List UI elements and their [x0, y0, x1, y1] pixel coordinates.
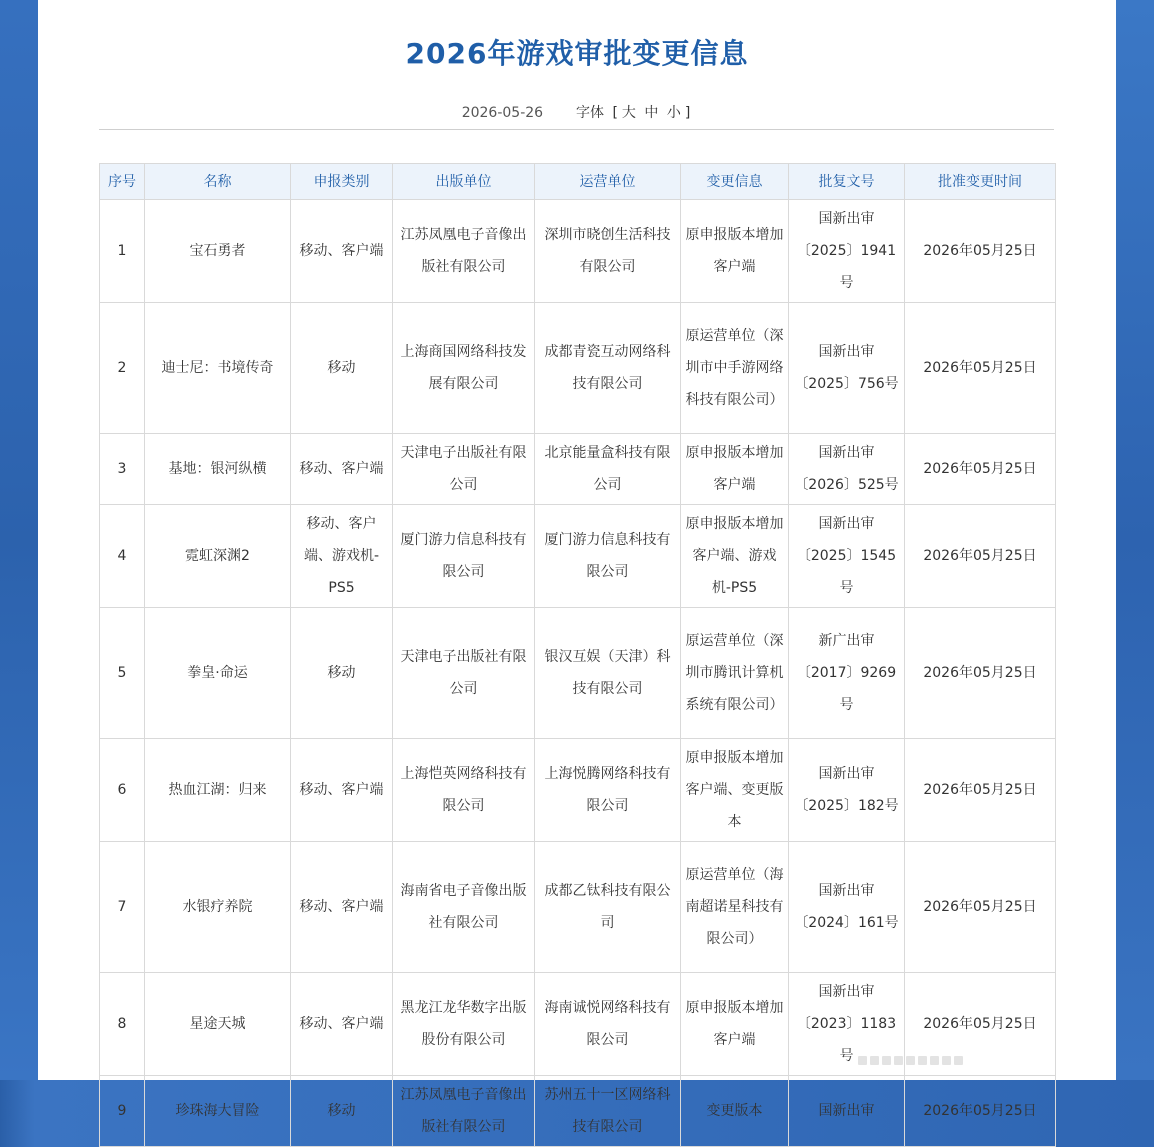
cell-change-info: 变更版本 — [681, 1076, 789, 1147]
table-row — [100, 842, 1056, 973]
cell-name: 热血江湖：归来 — [145, 739, 291, 842]
watermark-dots — [858, 1056, 963, 1070]
font-size-switcher — [574, 105, 692, 121]
font-size-small-link[interactable]: 小 — [666, 105, 681, 121]
cell-approval-number: 国新出审〔2025〕756号 — [789, 303, 905, 434]
page-title: 2026年游戏审批变更信息 — [405, 37, 749, 70]
cell-category: 移动、客户端 — [291, 973, 393, 1076]
cell-change-info: 原申报版本增加客户端 — [681, 200, 789, 303]
cell-operator: 成都青瓷互动网络科技有限公司 — [535, 303, 681, 434]
column-header-change-info: 变更信息 — [681, 164, 789, 200]
cell-name: 迪士尼：书境传奇 — [145, 303, 291, 434]
cell-publisher: 厦门游力信息科技有限公司 — [393, 505, 535, 608]
cell-publisher: 天津电子出版社有限公司 — [393, 434, 535, 505]
cell-operator: 银汉互娱（天津）科技有限公司 — [535, 608, 681, 739]
cell-change-info: 原运营单位（深圳市腾讯计算机系统有限公司） — [681, 608, 789, 739]
cell-category: 移动、客户端、游戏机-PS5 — [291, 505, 393, 608]
cell-operator: 海南诚悦网络科技有限公司 — [535, 973, 681, 1076]
cell-index: 2 — [100, 303, 145, 434]
cell-approval-number: 国新出审〔2025〕182号 — [789, 739, 905, 842]
approval-change-table — [99, 163, 1056, 1147]
cell-publisher: 上海商国网络科技发展有限公司 — [393, 303, 535, 434]
cell-change-info: 原运营单位（深圳市中手游网络科技有限公司） — [681, 303, 789, 434]
cell-approval-time: 2026年05月25日 — [905, 200, 1056, 303]
cell-category: 移动、客户端 — [291, 434, 393, 505]
cell-index: 9 — [100, 1076, 145, 1147]
cell-publisher: 黑龙江龙华数字出版股份有限公司 — [393, 973, 535, 1076]
cell-operator: 厦门游力信息科技有限公司 — [535, 505, 681, 608]
cell-name: 宝石勇者 — [145, 200, 291, 303]
cell-approval-time: 2026年05月25日 — [905, 608, 1056, 739]
cell-name: 基地：银河纵横 — [145, 434, 291, 505]
cell-approval-number: 国新出审〔2024〕161号 — [789, 842, 905, 973]
cell-approval-number: 国新出审〔2023〕1183号 — [789, 973, 905, 1076]
cell-approval-time: 2026年05月25日 — [905, 973, 1056, 1076]
column-header-index: 序号 — [100, 164, 145, 200]
cell-name: 珍珠海大冒险 — [145, 1076, 291, 1147]
column-header-approval-number: 批复文号 — [789, 164, 905, 200]
cell-approval-time: 2026年05月25日 — [905, 1076, 1056, 1147]
cell-publisher: 天津电子出版社有限公司 — [393, 608, 535, 739]
cell-index: 4 — [100, 505, 145, 608]
cell-change-info: 原运营单位（海南超诺星科技有限公司） — [681, 842, 789, 973]
cell-category: 移动 — [291, 1076, 393, 1147]
column-header-name: 名称 — [145, 164, 291, 200]
cell-approval-number: 国新出审〔2026〕525号 — [789, 434, 905, 505]
cell-approval-time: 2026年05月25日 — [905, 505, 1056, 608]
font-size-large-link[interactable]: 大 — [621, 105, 636, 121]
table-row — [100, 739, 1056, 842]
publish-date: 2026-05-26 — [461, 105, 544, 121]
cell-category: 移动、客户端 — [291, 842, 393, 973]
cell-name: 拳皇·命运 — [145, 608, 291, 739]
cell-approval-time: 2026年05月25日 — [905, 739, 1056, 842]
cell-approval-time: 2026年05月25日 — [905, 842, 1056, 973]
column-header-category: 申报类别 — [291, 164, 393, 200]
title-divider — [99, 129, 1054, 130]
cell-change-info: 原申报版本增加客户端、变更版本 — [681, 739, 789, 842]
background-left-frame — [0, 0, 38, 1080]
article-meta — [38, 102, 1116, 122]
cell-change-info: 原申报版本增加客户端、游戏机-PS5 — [681, 505, 789, 608]
font-size-medium-link[interactable]: 中 — [644, 105, 659, 121]
cell-category: 移动 — [291, 303, 393, 434]
cell-name: 星途天城 — [145, 973, 291, 1076]
cell-index: 5 — [100, 608, 145, 739]
cell-index: 3 — [100, 434, 145, 505]
cell-name: 水银疗养院 — [145, 842, 291, 973]
cell-operator: 苏州五十一区网络科技有限公司 — [535, 1076, 681, 1147]
font-size-close-bracket: ] — [684, 105, 691, 121]
font-size-label: 字体 — [575, 105, 604, 121]
cell-approval-number: 新广出审〔2017〕9269号 — [789, 608, 905, 739]
cell-operator: 上海悦腾网络科技有限公司 — [535, 739, 681, 842]
table-row — [100, 608, 1056, 739]
cell-category: 移动、客户端 — [291, 739, 393, 842]
cell-publisher: 海南省电子音像出版社有限公司 — [393, 842, 535, 973]
cell-approval-number: 国新出审〔2025〕1545号 — [789, 505, 905, 608]
cell-approval-number: 国新出审〔2025〕1941号 — [789, 200, 905, 303]
table-row — [100, 434, 1056, 505]
font-size-open-bracket: [ — [612, 105, 618, 121]
cell-approval-number: 国新出审 — [789, 1076, 905, 1147]
column-header-publisher: 出版单位 — [393, 164, 535, 200]
cell-approval-time: 2026年05月25日 — [905, 434, 1056, 505]
cell-publisher: 上海恺英网络科技有限公司 — [393, 739, 535, 842]
cell-index: 6 — [100, 739, 145, 842]
cell-index: 1 — [100, 200, 145, 303]
article-page — [38, 0, 1116, 1135]
cell-approval-time: 2026年05月25日 — [905, 303, 1056, 434]
table-row — [100, 303, 1056, 434]
cell-index: 7 — [100, 842, 145, 973]
cell-operator: 成都乙钛科技有限公司 — [535, 842, 681, 973]
cell-operator: 深圳市晓创生活科技有限公司 — [535, 200, 681, 303]
cell-publisher: 江苏凤凰电子音像出版社有限公司 — [393, 1076, 535, 1147]
table-row — [100, 1076, 1056, 1147]
column-header-operator: 运营单位 — [535, 164, 681, 200]
column-header-approval-time: 批准变更时间 — [905, 164, 1056, 200]
cell-index: 8 — [100, 973, 145, 1076]
table-row — [100, 505, 1056, 608]
background-right-frame — [1116, 0, 1154, 1080]
table-header-row — [100, 164, 1056, 200]
cell-category: 移动 — [291, 608, 393, 739]
cell-name: 霓虹深渊2 — [145, 505, 291, 608]
cell-change-info: 原申报版本增加客户端 — [681, 434, 789, 505]
cell-category: 移动、客户端 — [291, 200, 393, 303]
cell-publisher: 江苏凤凰电子音像出版社有限公司 — [393, 200, 535, 303]
cell-operator: 北京能量盒科技有限公司 — [535, 434, 681, 505]
cell-change-info: 原申报版本增加客户端 — [681, 973, 789, 1076]
table-row — [100, 200, 1056, 303]
